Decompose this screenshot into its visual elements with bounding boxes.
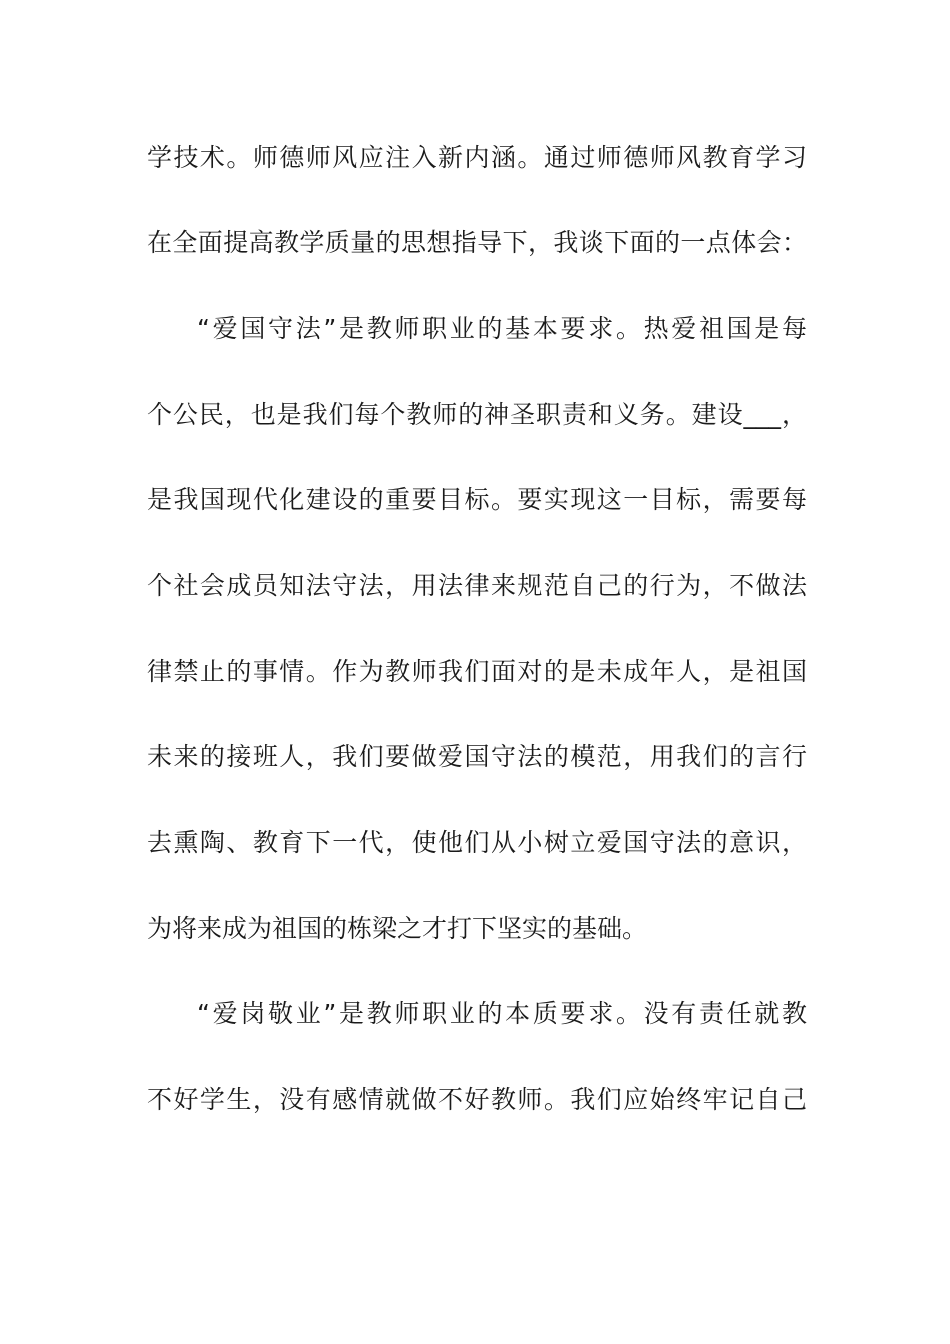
paragraph-first-line: “爱国守法”是教师职业的基本要求。热爱祖国是每 [197,314,807,343]
paragraph-line: 去熏陶、教育下一代，使他们从小树立爱国守法的意识， [147,828,807,857]
paragraph-last-line: 为将来成为祖国的栋梁之才打下坚实的基础。 [147,914,648,943]
paragraph-line: 不好学生，没有感情就做不好教师。我们应始终牢记自己 [147,1085,807,1114]
paragraph-line: 在全面提高教学质量的思想指导下，我谈下面的一点体会： [147,228,807,257]
paragraph-line: 个公民，也是我们每个教师的神圣职责和义务。建设___， [147,400,807,429]
paragraph-line: 个社会成员知法守法，用法律来规范自己的行为，不做法 [147,571,807,600]
paragraph-line: 是我国现代化建设的重要目标。要实现这一目标，需要每 [147,485,807,514]
paragraph-first-line: “爱岗敬业”是教师职业的本质要求。没有责任就教 [197,999,807,1028]
paragraph-line: 未来的接班人，我们要做爱国守法的模范，用我们的言行 [147,742,807,771]
paragraph-line: 学技术。师德师风应注入新内涵。通过师德师风教育学习 [147,143,807,172]
paragraph-line: 律禁止的事情。作为教师我们面对的是未成年人，是祖国 [147,657,807,686]
